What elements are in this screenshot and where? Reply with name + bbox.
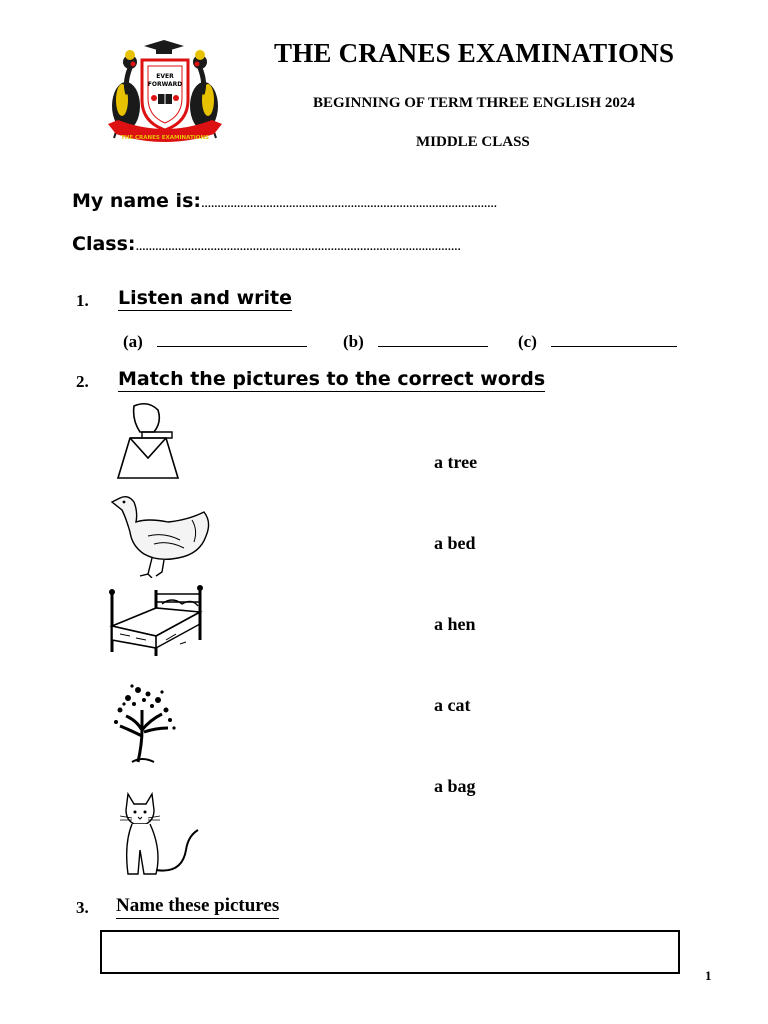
logo-banner-text: THE CRANES EXAMINATIONS xyxy=(120,135,210,141)
cranes-logo xyxy=(104,38,226,150)
q1-blank-b-line xyxy=(378,330,488,347)
exam-subtitle: BEGINNING OF TERM THREE ENGLISH 2024 xyxy=(313,95,635,111)
class-level: MIDDLE CLASS xyxy=(416,134,530,150)
q1-blank-b[interactable] xyxy=(343,330,488,352)
q1-blank-a-label: (a) xyxy=(123,332,143,351)
bag-icon xyxy=(114,402,182,480)
hen-icon xyxy=(108,492,214,578)
cat-icon xyxy=(116,790,202,878)
q3-heading: Name these pictures xyxy=(116,895,279,919)
exam-title: THE CRANES EXAMINATIONS xyxy=(274,38,675,68)
q2-number: 2. xyxy=(76,372,89,391)
name-dots: ........................................................................................... xyxy=(200,195,497,211)
logo-motto-1: EVER xyxy=(156,73,174,80)
q1-blank-a-line xyxy=(157,330,307,347)
mortarboard-icon xyxy=(144,40,184,54)
q1-blank-b-label: (b) xyxy=(343,332,364,351)
q1-blank-c[interactable] xyxy=(518,330,677,352)
word-a-bag: a bag xyxy=(434,776,476,796)
word-a-tree: a tree xyxy=(434,452,478,472)
class-dots: .................................................................................................... xyxy=(135,238,461,254)
shield-icon xyxy=(142,60,188,130)
name-label: My name is: xyxy=(72,190,201,212)
q1-number: 1. xyxy=(76,291,89,310)
word-a-hen: a hen xyxy=(434,614,476,634)
q1-blank-a[interactable] xyxy=(123,330,307,352)
class-field[interactable] xyxy=(72,233,461,255)
bed-icon xyxy=(106,582,206,658)
q1-blank-c-label: (c) xyxy=(518,332,537,351)
q1-blank-c-line xyxy=(551,330,677,347)
tree-icon xyxy=(108,680,180,764)
class-label: Class: xyxy=(72,233,136,255)
q2-heading: Match the pictures to the correct words xyxy=(118,368,546,390)
name-field[interactable] xyxy=(72,190,497,212)
q3-answer-box[interactable] xyxy=(100,930,680,974)
word-a-bed: a bed xyxy=(434,533,476,553)
word-a-cat: a cat xyxy=(434,695,471,715)
q3-number: 3. xyxy=(76,898,89,917)
q1-heading: Listen and write xyxy=(118,287,293,309)
logo-motto-2: FORWARD xyxy=(147,81,183,88)
page-number: 1 xyxy=(705,968,712,983)
